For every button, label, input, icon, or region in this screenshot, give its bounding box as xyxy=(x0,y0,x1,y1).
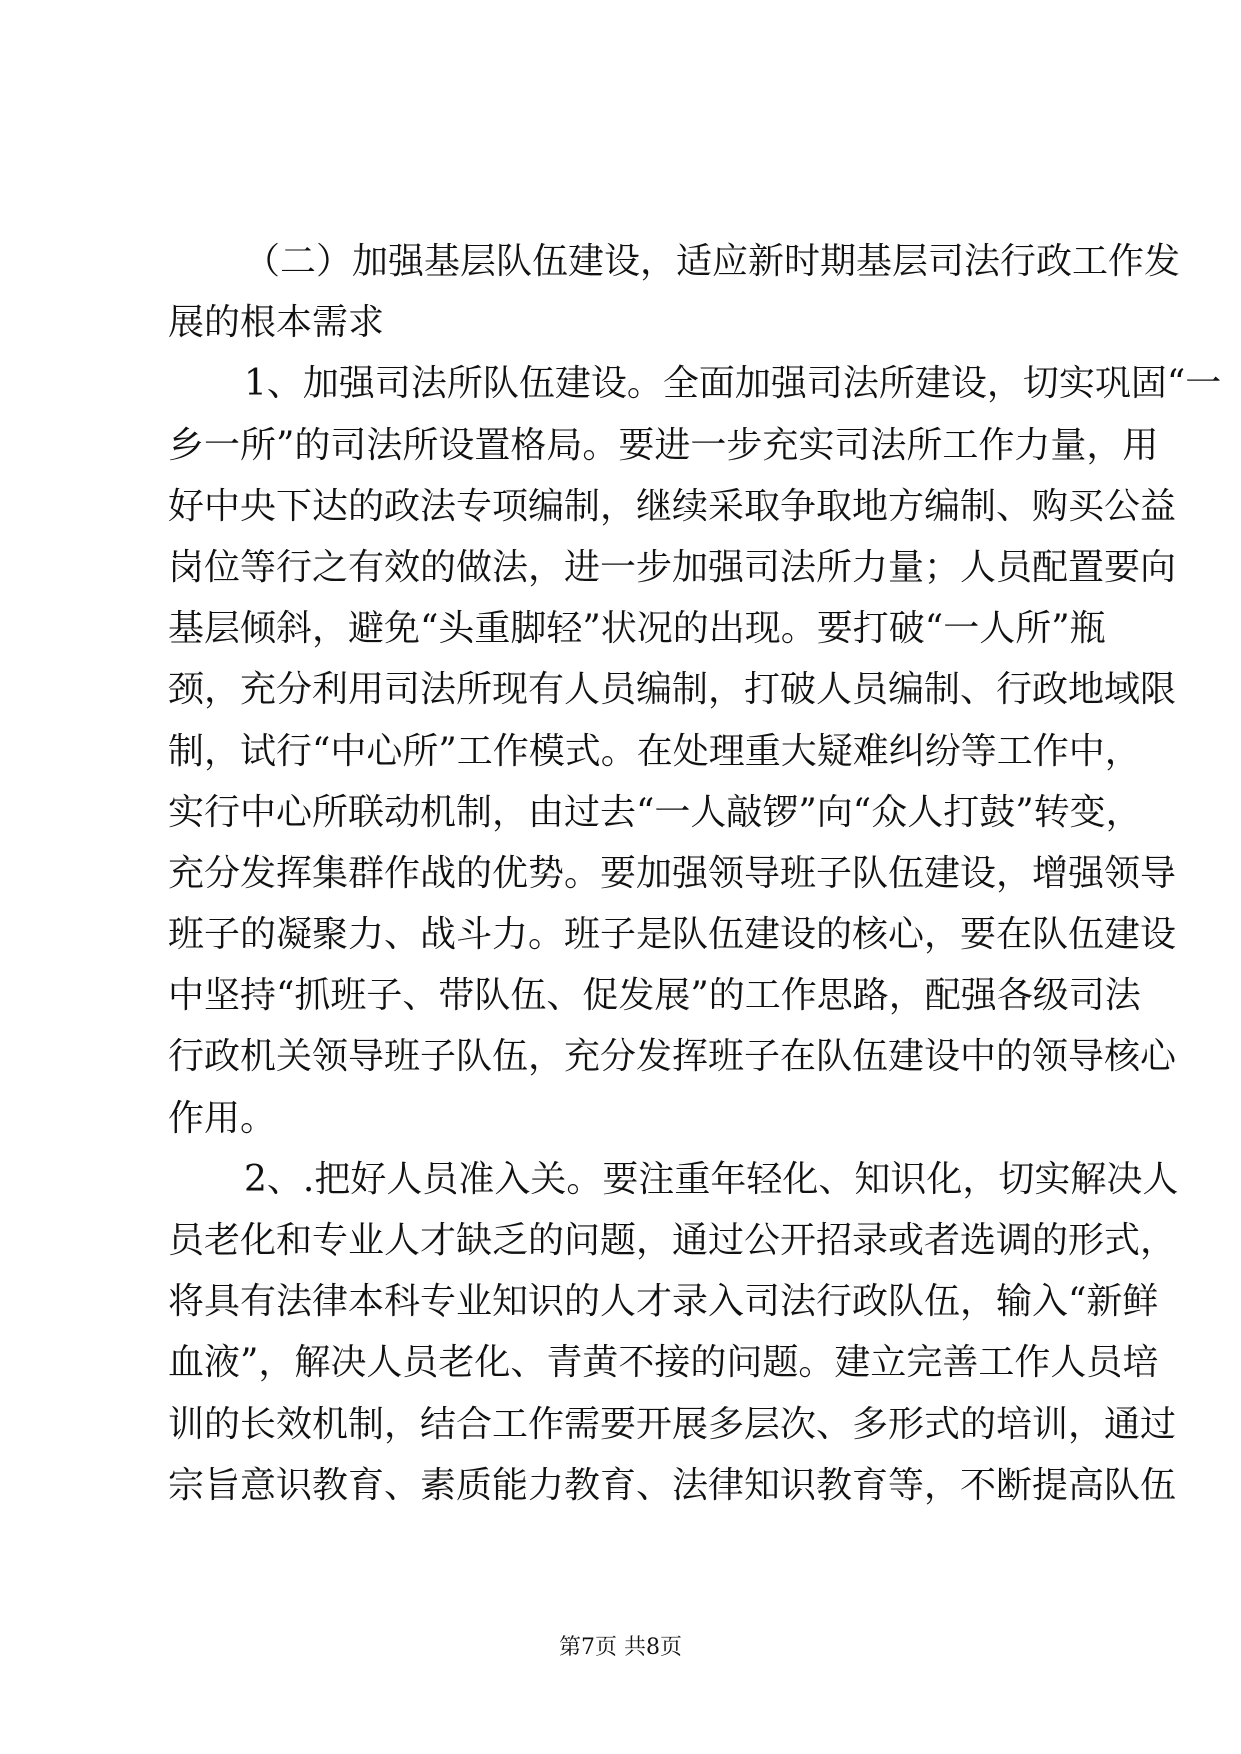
text-line: 宗旨意识教育、素质能力教育、法律知识教育等，不断提高队伍 xyxy=(168,1464,1177,1506)
text-line: 岗位等行之有效的做法，进一步加强司法所力量；人员配置要向 xyxy=(168,546,1177,588)
text-line: 血液”，解决人员老化、青黄不接的问题。建立完善工作人员培 xyxy=(168,1342,1159,1384)
text-line: 2、.把好人员准入关。要注重年轻化、知识化，切实解决人 xyxy=(244,1158,1179,1200)
text-line: 充分发挥集群作战的优势。要加强领导班子队伍建设，增强领导 xyxy=(168,852,1177,894)
text-line: 颈，充分利用司法所现有人员编制，打破人员编制、行政地域限 xyxy=(168,669,1177,711)
text-line: 将具有法律本科专业知识的人才录入司法行政队伍，输入“新鲜 xyxy=(168,1281,1159,1323)
text-line: 展的根本需求 xyxy=(168,302,385,344)
text-line: 作用。 xyxy=(168,1097,277,1139)
paragraph-1 xyxy=(168,353,1222,1148)
text-line: （二）加强基层队伍建设，适应新时期基层司法行政工作发 xyxy=(244,241,1181,282)
paragraph-2 xyxy=(168,1149,1179,1516)
document-body xyxy=(168,231,1222,1516)
page-number-footer: 第7页 共8页 xyxy=(559,1635,682,1660)
text-line: 乡一所”的司法所设置格局。要进一步充实司法所工作力量，用 xyxy=(168,424,1159,466)
text-line: 实行中心所联动机制，由过去“一人敲锣”向“众人打鼓”转变， xyxy=(168,791,1142,833)
text-line: 基层倾斜，避免“头重脚轻”状况的出现。要打破“一人所”瓶 xyxy=(168,608,1106,650)
section-heading xyxy=(168,231,1181,353)
text-line: 行政机关领导班子队伍，充分发挥班子在队伍建设中的领导核心 xyxy=(168,1036,1177,1078)
text-line: 好中央下达的政法专项编制，继续采取争取地方编制、购买公益 xyxy=(168,485,1177,527)
text-line: 制，试行“中心所”工作模式。在处理重大疑难纠纷等工作中， xyxy=(168,730,1141,772)
text-line: 中坚持“抓班子、带队伍、促发展”的工作思路，配强各级司法 xyxy=(168,975,1141,1017)
text-line: 班子的凝聚力、战斗力。班子是队伍建设的核心，要在队伍建设 xyxy=(168,914,1177,956)
text-line: 训的长效机制，结合工作需要开展多层次、多形式的培训，通过 xyxy=(168,1403,1177,1445)
text-line: 1、加强司法所队伍建设。全面加强司法所建设，切实巩固“一 xyxy=(244,363,1222,405)
text-line: 员老化和专业人才缺乏的问题，通过公开招录或者选调的形式， xyxy=(168,1220,1177,1261)
